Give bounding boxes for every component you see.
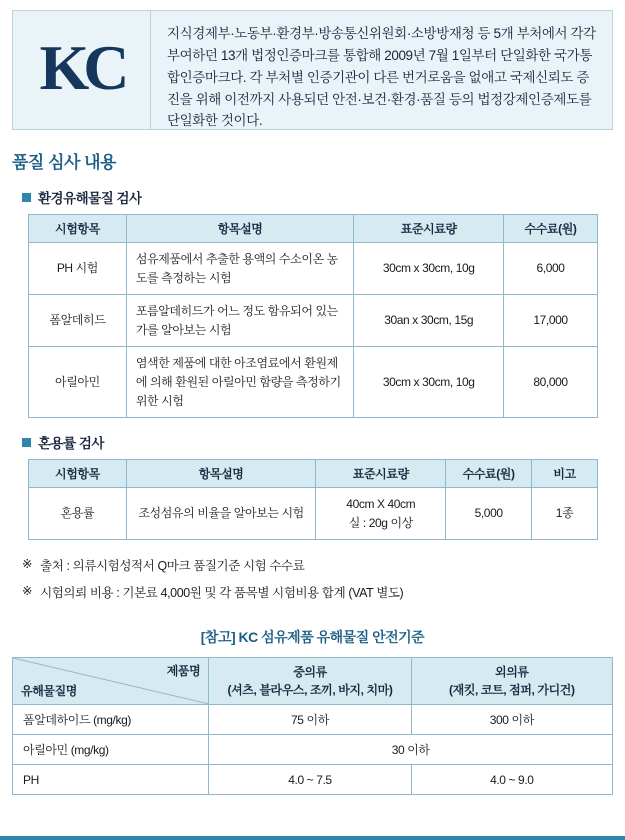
table-row [29, 243, 598, 295]
col-header-fee: 수수료(원) [504, 215, 598, 243]
cell-arylamine-merged: 30 이하 [209, 735, 613, 765]
table-row [29, 488, 598, 540]
square-bullet-icon [22, 438, 31, 447]
row-label-ph: PH [13, 765, 209, 795]
col-header-midwear-line2: (셔츠, 블라우스, 조끼, 바지, 치마) [227, 683, 393, 698]
footnote-text: 출처 : 의류시험성적서 Q마크 품질기준 시험 수수료 [40, 559, 305, 574]
cell-outerwear: 4.0 ~ 9.0 [411, 765, 612, 795]
cell-sample: 30cm x 30cm, 10g [354, 347, 504, 418]
table-row [29, 295, 598, 347]
col-header-midwear [209, 658, 411, 705]
cell-outerwear: 300 이하 [411, 705, 612, 735]
subsection-label: 환경유해물질 검사 [38, 191, 142, 206]
col-header-desc: 항목설명 [126, 215, 354, 243]
table-header-row [29, 215, 598, 243]
cell-desc: 조성섬유의 비율을 알아보는 시험 [126, 488, 316, 540]
col-header-midwear-line1: 중의류 [293, 665, 327, 680]
cell-note: 1종 [532, 488, 598, 540]
cell-sample: 30cm x 30cm, 10g [354, 243, 504, 295]
col-header-outerwear-line2: (재킷, 코트, 점퍼, 가디건) [449, 683, 575, 698]
table-header-row [29, 460, 598, 488]
corner-header-product: 제품명 [166, 664, 201, 679]
col-header-sample: 표준시료량 [316, 460, 446, 488]
safety-standard-table [12, 657, 613, 795]
table-row [13, 735, 613, 765]
cell-midwear: 75 이하 [209, 705, 411, 735]
cell-midwear: 4.0 ~ 7.5 [209, 765, 411, 795]
cell-item: 폼알데히드 [29, 295, 127, 347]
footnote-mark-icon: ※ [22, 584, 33, 599]
subsection-heading-blendratio [22, 432, 625, 452]
col-header-note: 비고 [532, 460, 598, 488]
subsection-label: 혼용률 검사 [38, 436, 104, 452]
corner-header-substance: 유해물질명 [21, 684, 77, 699]
footnote-item [22, 583, 625, 601]
table-header-row [13, 658, 613, 705]
cell-fee: 80,000 [504, 347, 598, 418]
cell-item: 혼용률 [29, 488, 127, 540]
cell-desc: 염색한 제품에 대한 아조염료에서 환원제에 의해 환원된 아릴아민 함량을 측정하기 위한 시험 [126, 347, 354, 418]
table-row [29, 347, 598, 418]
cell-fee: 5,000 [446, 488, 532, 540]
row-label-formaldehyde: 폼알데하이드 (mg/kg) [13, 705, 209, 735]
col-header-outerwear [411, 658, 612, 705]
cell-desc: 섬유제품에서 추출한 용액의 수소이온 농도를 측정하는 시험 [126, 243, 354, 295]
kc-intro-banner [12, 10, 613, 130]
table-row [13, 705, 613, 735]
cell-sample: 30an x 30cm, 15g [354, 295, 504, 347]
kc-intro-paragraph: 지식경제부·노동부·환경부·방송통신위원회·소방방재청 등 5개 부처에서 각각 부여하던 13개 법정인증마크를 통합해 2009년 7월 1일부터 단일화한 국가통합인증마크다. 각 부처별 인증기관이 다른 번거로움을 없애고 국제신뢰도 증진을 위해 이전까지 사용되던 안전·보건·환경·품질 등의 법정강제인증제도를 단일화한 것이다. [167, 26, 596, 129]
cell-item: 아릴아민 [29, 347, 127, 418]
kc-logo-cell [13, 11, 151, 129]
hazardous-substance-table [28, 214, 598, 418]
square-bullet-icon [22, 193, 31, 202]
blend-ratio-table [28, 459, 598, 540]
bottom-accent-rule [0, 836, 625, 840]
footnote-item [22, 556, 625, 574]
col-header-sample: 표준시료량 [354, 215, 504, 243]
cell-fee: 6,000 [504, 243, 598, 295]
reference-title: [참고] KC 섬유제품 유해물질 안전기준 [200, 629, 425, 646]
corner-header-cell [13, 658, 209, 705]
col-header-item: 시험항목 [29, 460, 127, 488]
subsection-heading-hazardous [22, 187, 625, 207]
cell-sample-line2: 실 : 20g 이상 [348, 515, 413, 530]
cell-fee: 17,000 [504, 295, 598, 347]
col-header-outerwear-line1: 외의류 [495, 665, 529, 680]
cell-item: PH 시험 [29, 243, 127, 295]
cell-sample [316, 488, 446, 540]
row-label-arylamine: 아릴아민 (mg/kg) [13, 735, 209, 765]
footnote-mark-icon: ※ [22, 557, 33, 572]
footnotes [22, 556, 625, 601]
col-header-item: 시험항목 [29, 215, 127, 243]
cell-desc: 포름알데히드가 어느 정도 함유되어 있는가를 알아보는 시험 [126, 295, 354, 347]
footnote-text: 시험의뢰 비용 : 기본료 4,000원 및 각 품목별 시험비용 합계 (VAT 별도) [40, 586, 404, 601]
kc-logo-icon: KC [39, 32, 124, 103]
cell-sample-line1: 40cm X 40cm [346, 497, 416, 512]
page-title: 품질 심사 내용 [12, 153, 116, 172]
table-row [13, 765, 613, 795]
col-header-fee: 수수료(원) [446, 460, 532, 488]
col-header-desc: 항목설명 [126, 460, 316, 488]
